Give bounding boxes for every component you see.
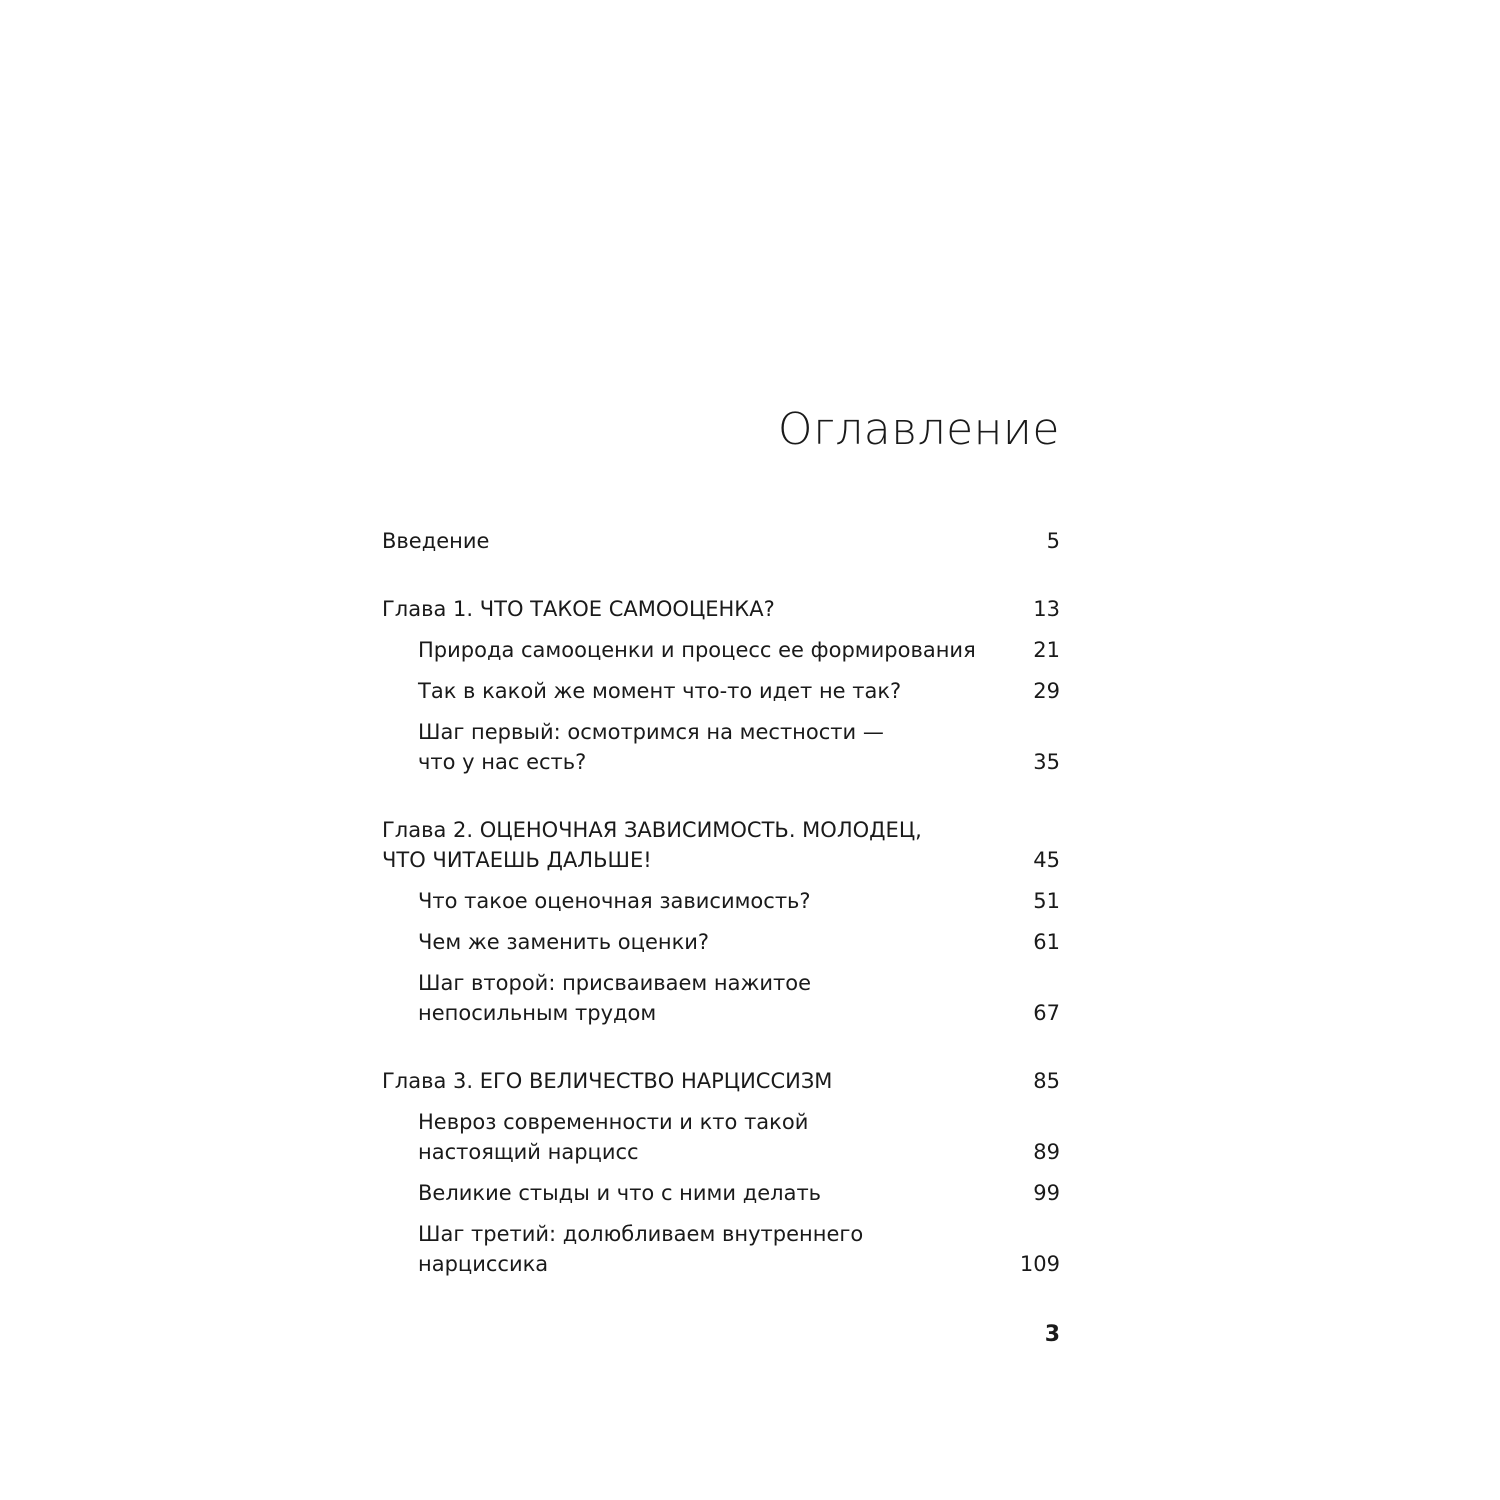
toc-section-entry — [382, 635, 1060, 665]
toc-entry-title: Так в какой же момент что-то идет не так? — [418, 679, 902, 703]
toc-entry-page: 29 — [1033, 679, 1060, 703]
toc-section-entry — [382, 927, 1060, 957]
toc-section-entry — [382, 1107, 1060, 1167]
toc-entry-page: 85 — [1033, 1069, 1060, 1093]
toc-entry-title: Глава 1. ЧТО ТАКОЕ САМООЦЕНКА? — [382, 597, 775, 621]
toc-section-entry — [382, 1178, 1060, 1208]
toc-entry-title: Шаг первый: осмотримся на местности — что у нас есть? — [418, 720, 884, 774]
toc-entry-page: 5 — [1046, 529, 1060, 553]
toc-entry-page: 89 — [1033, 1140, 1060, 1164]
toc-entry-page: 45 — [1033, 848, 1060, 872]
toc-entry-page: 67 — [1033, 1001, 1060, 1025]
toc-section-entry — [382, 676, 1060, 706]
toc-entry-title: Что такое оценочная зависимость? — [418, 889, 811, 913]
toc-chapter-entry — [382, 526, 1060, 556]
toc-entry-title: Природа самооценки и процесс ее формирования — [418, 638, 976, 662]
toc-entry-title: Глава 3. ЕГО ВЕЛИЧЕСТВО НАРЦИССИЗМ — [382, 1069, 833, 1093]
toc-entry-page: 35 — [1033, 750, 1060, 774]
table-of-contents — [382, 526, 1060, 1279]
toc-entry-page: 21 — [1033, 638, 1060, 662]
toc-chapter-entry — [382, 1066, 1060, 1096]
toc-section-entry — [382, 717, 1060, 777]
toc-entry-page: 61 — [1033, 930, 1060, 954]
toc-entry-title: Шаг второй: присваиваем нажитое непосильным трудом — [418, 971, 812, 1025]
toc-entry-title: Введение — [382, 529, 490, 553]
toc-entry-page: 51 — [1033, 889, 1060, 913]
toc-entry-title: Невроз современности и кто такой настоящий нарцисс — [418, 1110, 809, 1164]
toc-section-entry — [382, 1219, 1060, 1279]
toc-entry-page: 109 — [1019, 1252, 1060, 1276]
toc-entry-page: 99 — [1033, 1181, 1060, 1205]
page-number: 3 — [1044, 1322, 1060, 1347]
toc-entry-title: Шаг третий: долюбливаем внутреннего нарциссика — [418, 1222, 864, 1276]
toc-section-entry — [382, 886, 1060, 916]
toc-section-entry — [382, 968, 1060, 1028]
page-title: Оглавление — [777, 404, 1060, 455]
toc-chapter-entry — [382, 594, 1060, 624]
toc-entry-title: Великие стыды и что с ними делать — [418, 1181, 822, 1205]
toc-chapter-entry — [382, 815, 1060, 875]
toc-entry-title: Глава 2. ОЦЕНОЧНАЯ ЗАВИСИМОСТЬ. МОЛОДЕЦ, ЧТО ЧИТАЕШЬ ДАЛЬШЕ! — [382, 818, 922, 872]
toc-entry-page: 13 — [1033, 597, 1060, 621]
toc-entry-title: Чем же заменить оценки? — [418, 930, 710, 954]
